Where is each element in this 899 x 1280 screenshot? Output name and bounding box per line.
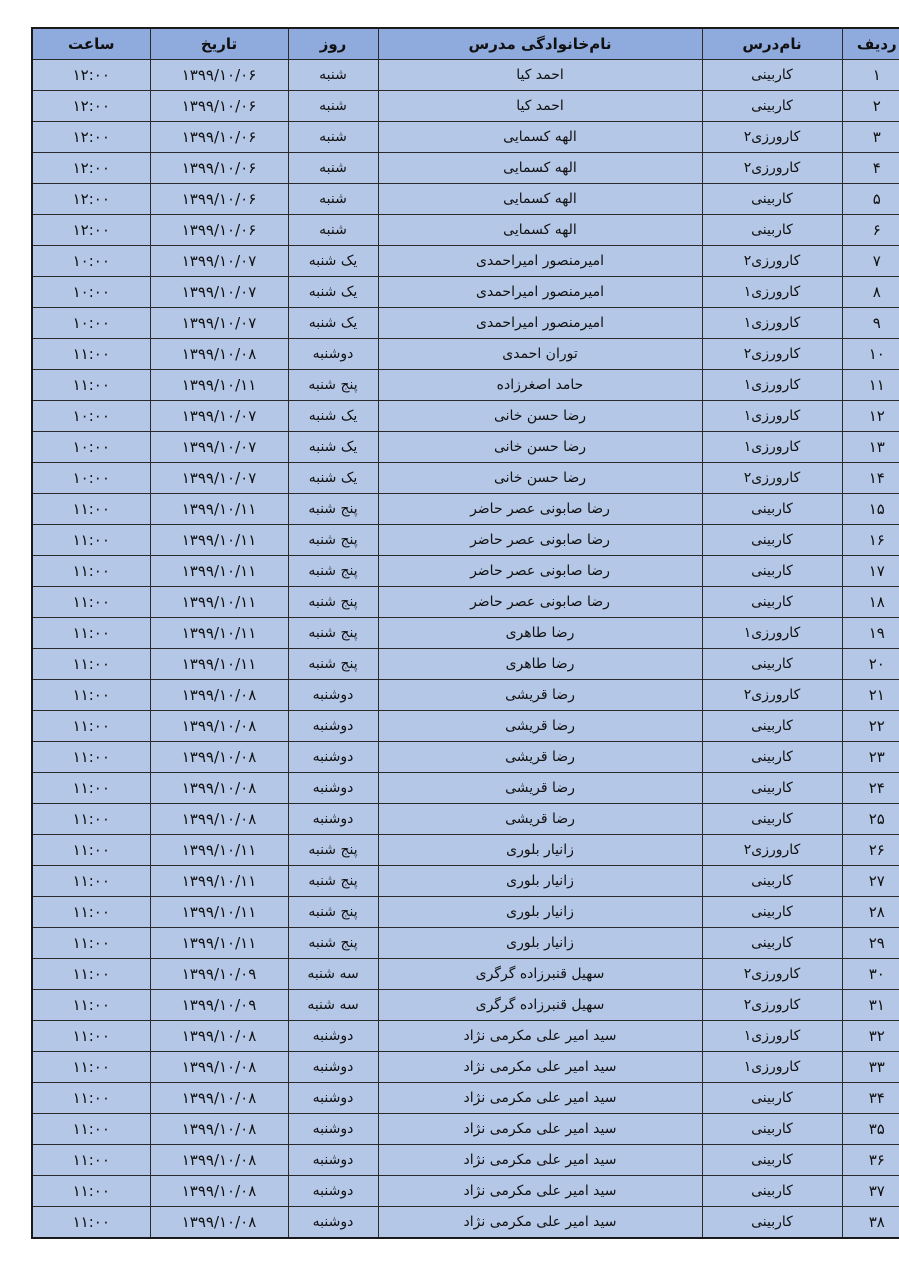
time-cell: ۱۲:۰۰ [32, 153, 150, 184]
day-cell: یک شنبه [288, 246, 378, 277]
time-cell: ۱۱:۰۰ [32, 835, 150, 866]
table-header [32, 28, 899, 60]
teacher-name-cell: سید امیر علی مکرمی نژاد [378, 1052, 702, 1083]
time-cell: ۱۲:۰۰ [32, 60, 150, 91]
header-row-number: ردیف [842, 28, 899, 60]
time-cell: ۱۰:۰۰ [32, 246, 150, 277]
course-name-cell: کارورزی۲ [702, 246, 842, 277]
teacher-name-cell: رضا قریشی [378, 680, 702, 711]
course-name-cell: کارورزی۱ [702, 1052, 842, 1083]
day-cell: شنبه [288, 153, 378, 184]
time-cell: ۱۱:۰۰ [32, 494, 150, 525]
row-number-cell: ۲۸ [842, 897, 899, 928]
date-cell: ۱۳۹۹/۱۰/۱۱ [150, 556, 288, 587]
teacher-name-cell: امیرمنصور امیراحمدی [378, 246, 702, 277]
teacher-name-cell: سید امیر علی مکرمی نژاد [378, 1021, 702, 1052]
date-cell: ۱۳۹۹/۱۰/۱۱ [150, 494, 288, 525]
date-cell: ۱۳۹۹/۱۰/۱۱ [150, 525, 288, 556]
schedule-table [31, 27, 899, 1239]
day-cell: دوشنبه [288, 804, 378, 835]
day-cell: شنبه [288, 215, 378, 246]
row-number-cell: ۱۲ [842, 401, 899, 432]
table-row [32, 401, 899, 432]
course-name-cell: کارورزی۲ [702, 463, 842, 494]
table-row [32, 866, 899, 897]
course-name-cell: کارورزی۲ [702, 339, 842, 370]
day-cell: دوشنبه [288, 773, 378, 804]
table-row [32, 773, 899, 804]
time-cell: ۱۱:۰۰ [32, 959, 150, 990]
teacher-name-cell: رضا حسن خانی [378, 463, 702, 494]
table-row [32, 897, 899, 928]
row-number-cell: ۱۳ [842, 432, 899, 463]
table-row [32, 246, 899, 277]
day-cell: پنج شنبه [288, 587, 378, 618]
date-cell: ۱۳۹۹/۱۰/۰۸ [150, 680, 288, 711]
course-name-cell: کاربینی [702, 556, 842, 587]
table-row [32, 277, 899, 308]
date-cell: ۱۳۹۹/۱۰/۰۶ [150, 184, 288, 215]
row-number-cell: ۹ [842, 308, 899, 339]
table-row [32, 91, 899, 122]
table-row [32, 804, 899, 835]
day-cell: پنج شنبه [288, 928, 378, 959]
table-row [32, 742, 899, 773]
course-name-cell: کارورزی۱ [702, 370, 842, 401]
day-cell: دوشنبه [288, 680, 378, 711]
date-cell: ۱۳۹۹/۱۰/۱۱ [150, 835, 288, 866]
table-row [32, 711, 899, 742]
date-cell: ۱۳۹۹/۱۰/۰۸ [150, 773, 288, 804]
time-cell: ۱۱:۰۰ [32, 1114, 150, 1145]
course-name-cell: کاربینی [702, 494, 842, 525]
row-number-cell: ۱۶ [842, 525, 899, 556]
table-row [32, 432, 899, 463]
date-cell: ۱۳۹۹/۱۰/۰۶ [150, 91, 288, 122]
date-cell: ۱۳۹۹/۱۰/۰۶ [150, 60, 288, 91]
day-cell: یک شنبه [288, 277, 378, 308]
date-cell: ۱۳۹۹/۱۰/۱۱ [150, 587, 288, 618]
course-name-cell: کارورزی۱ [702, 618, 842, 649]
teacher-name-cell: زانیار بلوری [378, 835, 702, 866]
date-cell: ۱۳۹۹/۱۰/۱۱ [150, 649, 288, 680]
course-name-cell: کاربینی [702, 711, 842, 742]
table-row [32, 339, 899, 370]
time-cell: ۱۲:۰۰ [32, 184, 150, 215]
date-cell: ۱۳۹۹/۱۰/۰۸ [150, 1207, 288, 1239]
time-cell: ۱۱:۰۰ [32, 649, 150, 680]
row-number-cell: ۴ [842, 153, 899, 184]
row-number-cell: ۲۹ [842, 928, 899, 959]
teacher-name-cell: سید امیر علی مکرمی نژاد [378, 1083, 702, 1114]
table-row [32, 463, 899, 494]
row-number-cell: ۷ [842, 246, 899, 277]
time-cell: ۱۱:۰۰ [32, 556, 150, 587]
teacher-name-cell: سهیل قنبرزاده گرگری [378, 990, 702, 1021]
teacher-name-cell: سید امیر علی مکرمی نژاد [378, 1176, 702, 1207]
table-row [32, 618, 899, 649]
time-cell: ۱۱:۰۰ [32, 370, 150, 401]
time-cell: ۱۱:۰۰ [32, 804, 150, 835]
teacher-name-cell: رضا قریشی [378, 711, 702, 742]
course-name-cell: کاربینی [702, 184, 842, 215]
course-name-cell: کارورزی۲ [702, 835, 842, 866]
table-row [32, 1083, 899, 1114]
teacher-name-cell: امیرمنصور امیراحمدی [378, 308, 702, 339]
time-cell: ۱۱:۰۰ [32, 525, 150, 556]
course-name-cell: کارورزی۲ [702, 990, 842, 1021]
row-number-cell: ۲۵ [842, 804, 899, 835]
day-cell: سه شنبه [288, 990, 378, 1021]
teacher-name-cell: رضا قریشی [378, 773, 702, 804]
course-name-cell: کارورزی۲ [702, 680, 842, 711]
time-cell: ۱۱:۰۰ [32, 742, 150, 773]
date-cell: ۱۳۹۹/۱۰/۰۷ [150, 277, 288, 308]
day-cell: دوشنبه [288, 1083, 378, 1114]
table-row [32, 680, 899, 711]
row-number-cell: ۲۱ [842, 680, 899, 711]
time-cell: ۱۰:۰۰ [32, 277, 150, 308]
row-number-cell: ۲۷ [842, 866, 899, 897]
course-name-cell: کارورزی۱ [702, 401, 842, 432]
table-row [32, 1207, 899, 1239]
date-cell: ۱۳۹۹/۱۰/۰۷ [150, 432, 288, 463]
date-cell: ۱۳۹۹/۱۰/۰۸ [150, 1145, 288, 1176]
row-number-cell: ۱۵ [842, 494, 899, 525]
table-row [32, 649, 899, 680]
table-row [32, 215, 899, 246]
teacher-name-cell: رضا حسن خانی [378, 401, 702, 432]
table-row [32, 60, 899, 91]
course-name-cell: کاربینی [702, 1176, 842, 1207]
table-row [32, 587, 899, 618]
teacher-name-cell: رضا صابونی عصر حاضر [378, 587, 702, 618]
table-row [32, 1052, 899, 1083]
day-cell: شنبه [288, 122, 378, 153]
day-cell: شنبه [288, 184, 378, 215]
teacher-name-cell: حامد اصغرزاده [378, 370, 702, 401]
table-row [32, 308, 899, 339]
date-cell: ۱۳۹۹/۱۰/۰۸ [150, 1176, 288, 1207]
row-number-cell: ۲ [842, 91, 899, 122]
course-name-cell: کاربینی [702, 1083, 842, 1114]
row-number-cell: ۱۰ [842, 339, 899, 370]
teacher-name-cell: رضا طاهری [378, 618, 702, 649]
time-cell: ۱۱:۰۰ [32, 1176, 150, 1207]
row-number-cell: ۲۶ [842, 835, 899, 866]
course-name-cell: کاربینی [702, 866, 842, 897]
time-cell: ۱۲:۰۰ [32, 122, 150, 153]
header-course-name: نام‌درس [702, 28, 842, 60]
time-cell: ۱۱:۰۰ [32, 866, 150, 897]
time-cell: ۱۱:۰۰ [32, 1021, 150, 1052]
time-cell: ۱۱:۰۰ [32, 1052, 150, 1083]
teacher-name-cell: رضا صابونی عصر حاضر [378, 525, 702, 556]
row-number-cell: ۳۰ [842, 959, 899, 990]
teacher-name-cell: سید امیر علی مکرمی نژاد [378, 1145, 702, 1176]
day-cell: سه شنبه [288, 959, 378, 990]
course-name-cell: کاربینی [702, 215, 842, 246]
date-cell: ۱۳۹۹/۱۰/۰۷ [150, 401, 288, 432]
teacher-name-cell: زانیار بلوری [378, 928, 702, 959]
course-name-cell: کارورزی۲ [702, 153, 842, 184]
table-row [32, 525, 899, 556]
table-row [32, 370, 899, 401]
date-cell: ۱۳۹۹/۱۰/۰۸ [150, 804, 288, 835]
date-cell: ۱۳۹۹/۱۰/۰۸ [150, 711, 288, 742]
teacher-name-cell: الهه کسمایی [378, 184, 702, 215]
day-cell: دوشنبه [288, 1176, 378, 1207]
date-cell: ۱۳۹۹/۱۰/۰۸ [150, 1114, 288, 1145]
row-number-cell: ۵ [842, 184, 899, 215]
date-cell: ۱۳۹۹/۱۰/۱۱ [150, 897, 288, 928]
day-cell: دوشنبه [288, 711, 378, 742]
time-cell: ۱۲:۰۰ [32, 215, 150, 246]
time-cell: ۱۲:۰۰ [32, 91, 150, 122]
header-date: تاریخ [150, 28, 288, 60]
day-cell: پنج شنبه [288, 525, 378, 556]
table-row [32, 1021, 899, 1052]
date-cell: ۱۳۹۹/۱۰/۰۸ [150, 1021, 288, 1052]
date-cell: ۱۳۹۹/۱۰/۰۸ [150, 742, 288, 773]
course-name-cell: کارورزی۲ [702, 959, 842, 990]
date-cell: ۱۳۹۹/۱۰/۰۸ [150, 1052, 288, 1083]
day-cell: پنج شنبه [288, 556, 378, 587]
course-name-cell: کاربینی [702, 91, 842, 122]
table-row [32, 928, 899, 959]
teacher-name-cell: رضا صابونی عصر حاضر [378, 494, 702, 525]
time-cell: ۱۱:۰۰ [32, 711, 150, 742]
time-cell: ۱۰:۰۰ [32, 401, 150, 432]
course-name-cell: کاربینی [702, 1114, 842, 1145]
teacher-name-cell: احمد کیا [378, 60, 702, 91]
row-number-cell: ۳ [842, 122, 899, 153]
teacher-name-cell: الهه کسمایی [378, 215, 702, 246]
day-cell: پنج شنبه [288, 618, 378, 649]
day-cell: یک شنبه [288, 432, 378, 463]
date-cell: ۱۳۹۹/۱۰/۱۱ [150, 370, 288, 401]
time-cell: ۱۱:۰۰ [32, 990, 150, 1021]
date-cell: ۱۳۹۹/۱۰/۰۹ [150, 990, 288, 1021]
course-name-cell: کارورزی۲ [702, 122, 842, 153]
header-teacher-name: نام‌خانوادگی مدرس [378, 28, 702, 60]
table-row [32, 1114, 899, 1145]
table-row [32, 835, 899, 866]
row-number-cell: ۲۰ [842, 649, 899, 680]
row-number-cell: ۳۵ [842, 1114, 899, 1145]
row-number-cell: ۱ [842, 60, 899, 91]
day-cell: دوشنبه [288, 339, 378, 370]
course-name-cell: کارورزی۱ [702, 1021, 842, 1052]
teacher-name-cell: زانیار بلوری [378, 897, 702, 928]
header-day: روز [288, 28, 378, 60]
teacher-name-cell: سهیل قنبرزاده گرگری [378, 959, 702, 990]
time-cell: ۱۱:۰۰ [32, 897, 150, 928]
date-cell: ۱۳۹۹/۱۰/۰۹ [150, 959, 288, 990]
course-name-cell: کاربینی [702, 587, 842, 618]
date-cell: ۱۳۹۹/۱۰/۱۱ [150, 618, 288, 649]
time-cell: ۱۱:۰۰ [32, 928, 150, 959]
teacher-name-cell: الهه کسمایی [378, 122, 702, 153]
row-number-cell: ۳۲ [842, 1021, 899, 1052]
table-row [32, 556, 899, 587]
day-cell: یک شنبه [288, 308, 378, 339]
teacher-name-cell: رضا قریشی [378, 742, 702, 773]
row-number-cell: ۳۶ [842, 1145, 899, 1176]
time-cell: ۱۰:۰۰ [32, 432, 150, 463]
row-number-cell: ۲۳ [842, 742, 899, 773]
teacher-name-cell: سید امیر علی مکرمی نژاد [378, 1114, 702, 1145]
course-name-cell: کارورزی۱ [702, 277, 842, 308]
time-cell: ۱۱:۰۰ [32, 680, 150, 711]
teacher-name-cell: امیرمنصور امیراحمدی [378, 277, 702, 308]
teacher-name-cell: توران احمدی [378, 339, 702, 370]
teacher-name-cell: رضا صابونی عصر حاضر [378, 556, 702, 587]
table-row [32, 1176, 899, 1207]
date-cell: ۱۳۹۹/۱۰/۰۶ [150, 153, 288, 184]
day-cell: دوشنبه [288, 1207, 378, 1239]
day-cell: پنج شنبه [288, 897, 378, 928]
course-name-cell: کاربینی [702, 928, 842, 959]
time-cell: ۱۱:۰۰ [32, 773, 150, 804]
date-cell: ۱۳۹۹/۱۰/۰۷ [150, 246, 288, 277]
row-number-cell: ۱۴ [842, 463, 899, 494]
row-number-cell: ۱۹ [842, 618, 899, 649]
day-cell: پنج شنبه [288, 649, 378, 680]
day-cell: یک شنبه [288, 401, 378, 432]
header-time: ساعت [32, 28, 150, 60]
course-name-cell: کارورزی۱ [702, 432, 842, 463]
day-cell: پنج شنبه [288, 370, 378, 401]
course-name-cell: کاربینی [702, 60, 842, 91]
date-cell: ۱۳۹۹/۱۰/۰۷ [150, 308, 288, 339]
table-row [32, 153, 899, 184]
day-cell: دوشنبه [288, 1145, 378, 1176]
row-number-cell: ۶ [842, 215, 899, 246]
table-row [32, 1145, 899, 1176]
date-cell: ۱۳۹۹/۱۰/۰۷ [150, 463, 288, 494]
table-row [32, 184, 899, 215]
teacher-name-cell: سید امیر علی مکرمی نژاد [378, 1207, 702, 1239]
time-cell: ۱۱:۰۰ [32, 1083, 150, 1114]
day-cell: دوشنبه [288, 1114, 378, 1145]
row-number-cell: ۳۸ [842, 1207, 899, 1239]
teacher-name-cell: رضا حسن خانی [378, 432, 702, 463]
time-cell: ۱۱:۰۰ [32, 1145, 150, 1176]
table-row [32, 959, 899, 990]
day-cell: دوشنبه [288, 1021, 378, 1052]
course-name-cell: کاربینی [702, 525, 842, 556]
row-number-cell: ۱۱ [842, 370, 899, 401]
table-body [32, 60, 899, 1239]
course-name-cell: کارورزی۱ [702, 308, 842, 339]
time-cell: ۱۱:۰۰ [32, 587, 150, 618]
teacher-name-cell: احمد کیا [378, 91, 702, 122]
row-number-cell: ۱۷ [842, 556, 899, 587]
row-number-cell: ۸ [842, 277, 899, 308]
row-number-cell: ۳۴ [842, 1083, 899, 1114]
time-cell: ۱۰:۰۰ [32, 463, 150, 494]
time-cell: ۱۱:۰۰ [32, 1207, 150, 1239]
teacher-name-cell: رضا قریشی [378, 804, 702, 835]
table-row [32, 494, 899, 525]
teacher-name-cell: زانیار بلوری [378, 866, 702, 897]
day-cell: دوشنبه [288, 1052, 378, 1083]
day-cell: پنج شنبه [288, 494, 378, 525]
course-name-cell: کاربینی [702, 1207, 842, 1239]
header-row [32, 28, 899, 60]
row-number-cell: ۱۸ [842, 587, 899, 618]
row-number-cell: ۳۱ [842, 990, 899, 1021]
date-cell: ۱۳۹۹/۱۰/۰۶ [150, 122, 288, 153]
course-name-cell: کاربینی [702, 1145, 842, 1176]
day-cell: پنج شنبه [288, 835, 378, 866]
course-name-cell: کاربینی [702, 897, 842, 928]
time-cell: ۱۱:۰۰ [32, 339, 150, 370]
teacher-name-cell: الهه کسمایی [378, 153, 702, 184]
day-cell: پنج شنبه [288, 866, 378, 897]
date-cell: ۱۳۹۹/۱۰/۰۸ [150, 1083, 288, 1114]
teacher-name-cell: رضا طاهری [378, 649, 702, 680]
row-number-cell: ۳۳ [842, 1052, 899, 1083]
course-name-cell: کاربینی [702, 742, 842, 773]
course-name-cell: کاربینی [702, 773, 842, 804]
table-row [32, 990, 899, 1021]
row-number-cell: ۲۴ [842, 773, 899, 804]
day-cell: یک شنبه [288, 463, 378, 494]
time-cell: ۱۱:۰۰ [32, 618, 150, 649]
day-cell: شنبه [288, 60, 378, 91]
table-row [32, 122, 899, 153]
course-name-cell: کاربینی [702, 804, 842, 835]
course-name-cell: کاربینی [702, 649, 842, 680]
row-number-cell: ۳۷ [842, 1176, 899, 1207]
time-cell: ۱۰:۰۰ [32, 308, 150, 339]
date-cell: ۱۳۹۹/۱۰/۰۶ [150, 215, 288, 246]
date-cell: ۱۳۹۹/۱۰/۰۸ [150, 339, 288, 370]
row-number-cell: ۲۲ [842, 711, 899, 742]
date-cell: ۱۳۹۹/۱۰/۱۱ [150, 928, 288, 959]
date-cell: ۱۳۹۹/۱۰/۱۱ [150, 866, 288, 897]
day-cell: دوشنبه [288, 742, 378, 773]
day-cell: شنبه [288, 91, 378, 122]
